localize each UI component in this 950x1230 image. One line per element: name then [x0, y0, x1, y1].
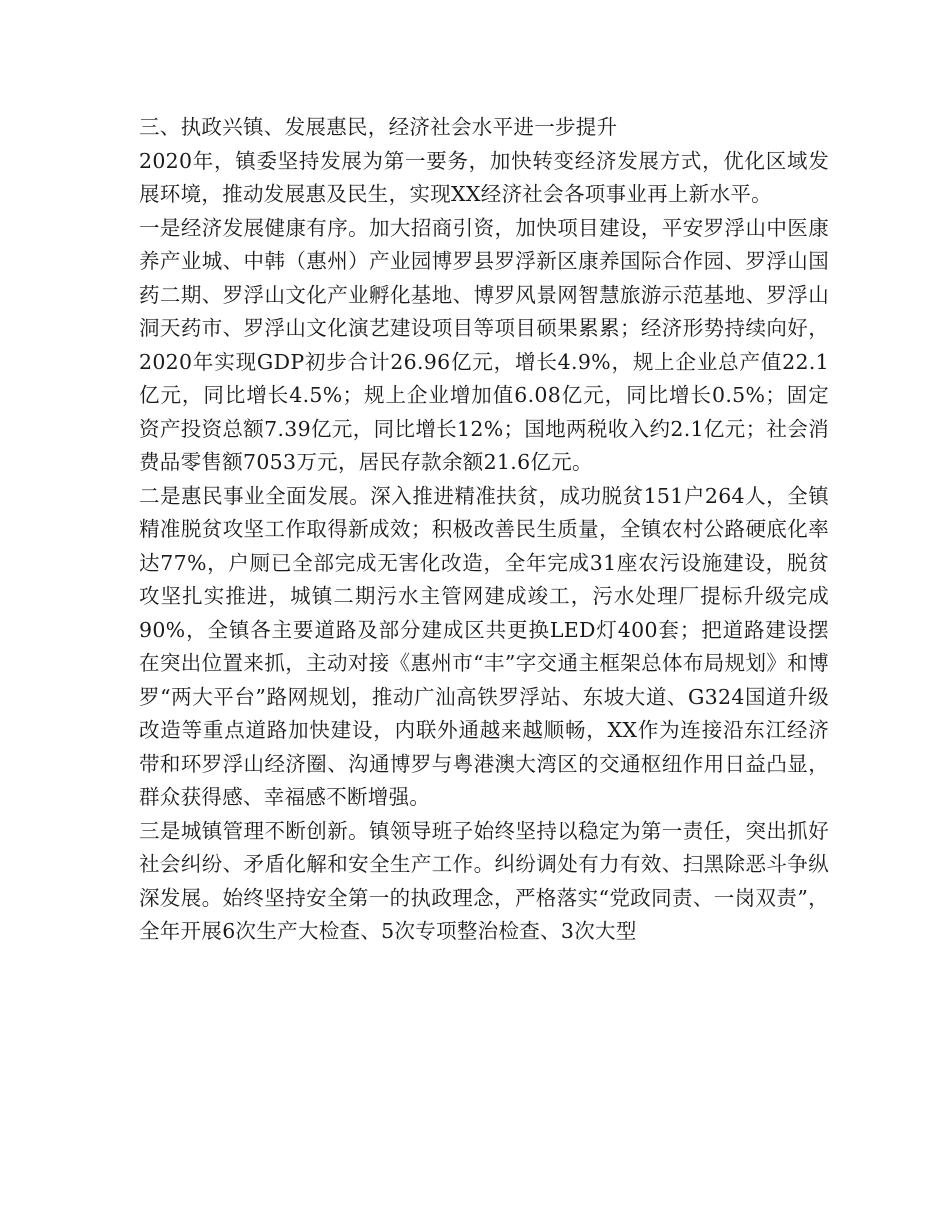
- livelihood-paragraph: 二是惠民事业全面发展。深入推进精准扶贫，成功脱贫151户264人，全镇精准脱贫攻坚工作取得新成效；积极改善民生质量，全镇农村公路硬底化率达77%，户厕已全部完成无害化改造，全年完成31座农污设施建设，脱贫攻坚扎实推进，城镇二期污水主管网建成竣工，污水处理厂提标升级完成90%，全镇各主要道路及部分建成区共更换LED灯400套；把道路建设摆在突出位置来抓，主动对接《惠州市“丰”字交通主框架总体布局规划》和博罗“两大平台”路网规划，推动广汕高铁罗浮站、东坡大道、G324国道升级改造等重点道路加快建设，内联外通越来越顺畅，XX作为连接沿东江经济带和环罗浮山经济圈、沟通博罗与粤港澳大湾区的交通枢纽作用日益凸显，群众获得感、幸福感不断增强。: [139, 483, 829, 809]
- economy-paragraph: 一是经济发展健康有序。加大招商引资，加快项目建设，平安罗浮山中医康养产业城、中韩（惠州）产业园博罗县罗浮新区康养国际合作园、罗浮山国药二期、罗浮山文化产业孵化基地、博罗风景网智慧旅游示范基地、罗浮山洞天药市、罗浮山文化演艺建设项目等项目硕果累累；经济形势持续向好，2020年实现GDP初步合计26.96亿元，增长4.9%，规上企业总产值22.1亿元，同比增长4.5%；规上企业增加值6.08亿元，同比增长0.5%；固定资产投资总额7.39亿元，同比增长12%；国地两税收入约2.1亿元；社会消费品零售额7053万元，居民存款余额21.6亿元。: [139, 215, 829, 474]
- management-paragraph: 三是城镇管理不断创新。镇领导班子始终坚持以稳定为第一责任，突出抓好社会纠纷、矛盾化解和安全生产工作。纠纷调处有力有效、扫黑除恶斗争纵深发展。始终坚持安全第一的执政理念，严格落实“党政同责、一岗双责”，全年开展6次生产大检查、5次专项整治检查、3次大型: [139, 818, 829, 943]
- section-heading: 三、执政兴镇、发展惠民，经济社会水平进一步提升: [139, 115, 618, 139]
- intro-paragraph: 2020年，镇委坚持发展为第一要务，加快转变经济发展方式，优化区域发展环境，推动发展惠及民生，实现XX经济社会各项事业再上新水平。: [139, 148, 829, 206]
- document-body: [139, 111, 829, 949]
